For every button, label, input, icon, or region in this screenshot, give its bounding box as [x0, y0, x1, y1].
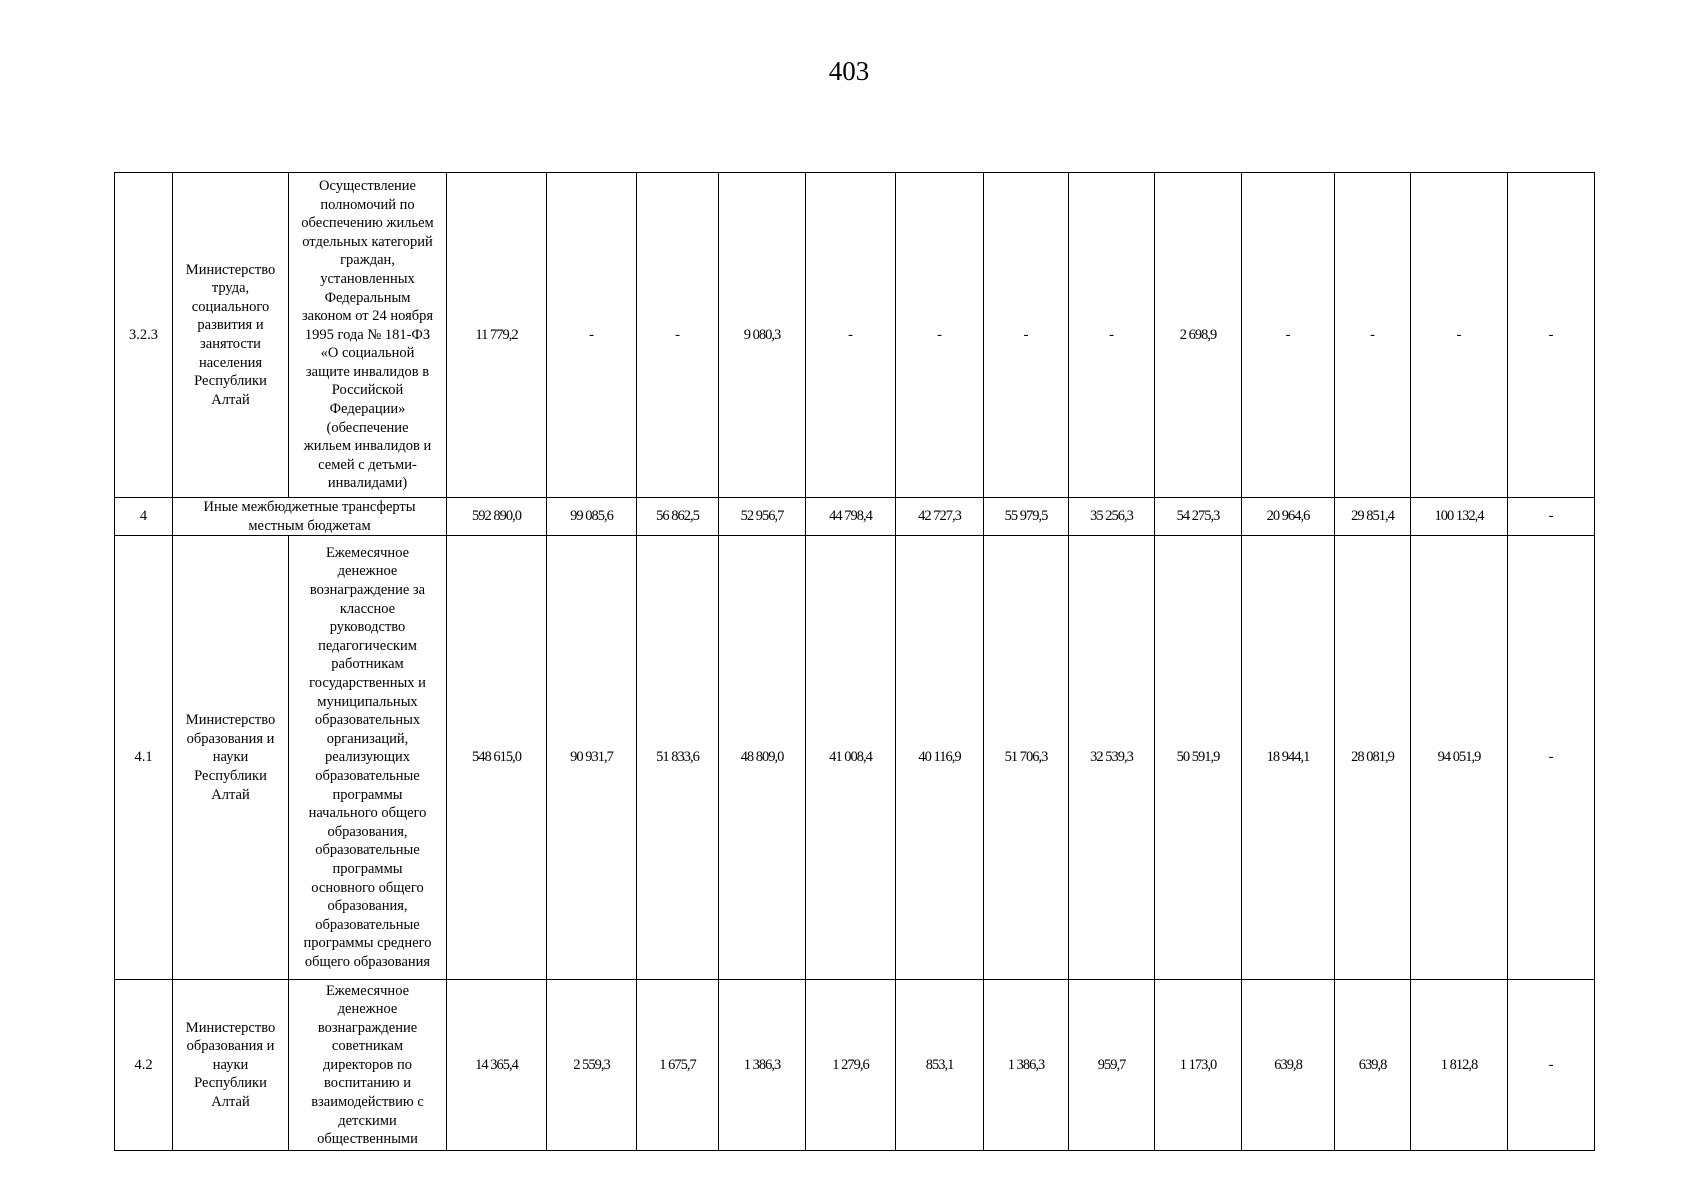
value-cell: 1 279,6 [806, 980, 896, 1151]
value-cell: 56 862,5 [637, 498, 719, 536]
description-line: программы [332, 786, 403, 803]
org-line: населения [198, 354, 263, 371]
description-line: законом от 24 ноября [301, 308, 434, 325]
value-cell: 1 386,3 [984, 980, 1069, 1151]
value-cell: - [1508, 173, 1595, 498]
value-cell: 29 851,4 [1335, 498, 1411, 536]
value-cell: 28 081,9 [1335, 536, 1411, 980]
value-cell: 18 944,1 [1242, 536, 1335, 980]
description-line: «О социальной [320, 345, 415, 362]
value-cell: 853,1 [896, 980, 984, 1151]
value-cell: 1 173,0 [1155, 980, 1242, 1151]
description-line: денежное [337, 1001, 398, 1018]
value-cell: 32 539,3 [1069, 536, 1155, 980]
description-line: педагогическим [318, 637, 417, 654]
row-title-line: Иные межбюджетные трансферты [203, 499, 416, 515]
value-cell: 48 809,0 [719, 536, 806, 980]
value-cell: - [1411, 173, 1508, 498]
description-line: образовательные [315, 767, 420, 784]
value-cell: 1 675,7 [637, 980, 719, 1151]
org-line: развития и [197, 317, 264, 334]
description-line: денежное [337, 563, 398, 580]
value-cell: 41 008,4 [806, 536, 896, 980]
description-line: Федерации» [329, 401, 406, 418]
org-line: социального [191, 298, 270, 315]
value-cell: - [896, 173, 984, 498]
org-line: Министерство [185, 712, 276, 729]
description-line: общественными [317, 1131, 418, 1148]
org-line: науки [212, 1056, 249, 1073]
org-line: образования и [186, 1038, 275, 1055]
description-line: программы [332, 860, 403, 877]
value-cell: 20 964,6 [1242, 498, 1335, 536]
description-line: муниципальных [317, 693, 418, 710]
value-cell: - [547, 173, 637, 498]
table-row [115, 536, 1595, 980]
description-line: полномочий по [320, 196, 415, 213]
value-cell: - [806, 173, 896, 498]
measure-description [289, 536, 447, 980]
org-line: Республики [194, 1075, 267, 1092]
value-cell: 592 890,0 [447, 498, 547, 536]
org-line: Алтай [211, 391, 250, 408]
value-cell: 2 698,9 [1155, 173, 1242, 498]
description-line: Российской [331, 382, 404, 399]
value-cell: 100 132,4 [1411, 498, 1508, 536]
description-line: жильем инвалидов и [303, 438, 432, 455]
org-line: Алтай [211, 786, 250, 803]
value-cell: 2 559,3 [547, 980, 637, 1151]
org-line: занятости [200, 336, 261, 352]
value-cell: 94 051,9 [1411, 536, 1508, 980]
budget-table [114, 172, 1595, 1151]
description-line: реализующих [324, 749, 411, 766]
value-cell: 90 931,7 [547, 536, 637, 980]
value-cell: 51 833,6 [637, 536, 719, 980]
description-line: начального общего [308, 805, 427, 822]
description-line: воспитанию и [324, 1075, 411, 1092]
responsible-org [173, 980, 289, 1151]
description-line: 1995 года № 181-ФЗ [304, 326, 431, 343]
description-line: Ежемесячное [325, 544, 410, 561]
description-line: граждан, [340, 252, 395, 269]
value-cell: 52 956,7 [719, 498, 806, 536]
value-cell: 11 779,2 [447, 173, 547, 498]
org-line: Республики [194, 373, 267, 390]
org-line: Республики [194, 767, 267, 784]
description-line: защите инвалидов в [305, 363, 430, 380]
value-cell: 44 798,4 [806, 498, 896, 536]
description-line: образовательные [315, 916, 420, 933]
description-line: Ежемесячное [325, 982, 410, 999]
row-code: 3.2.3 [115, 173, 173, 498]
description-line: работникам [331, 656, 404, 673]
description-line: общего образования [304, 953, 431, 970]
description-line: Осуществление [319, 177, 416, 194]
description-line: советникам [331, 1038, 404, 1055]
description-line: программы среднего [303, 935, 432, 952]
row-code: 4.2 [115, 980, 173, 1151]
value-cell: 548 615,0 [447, 536, 547, 980]
row-title-line: местным бюджетам [248, 517, 371, 534]
value-cell: 1 812,8 [1411, 980, 1508, 1151]
org-line: Алтай [211, 1094, 250, 1111]
value-cell: 959,7 [1069, 980, 1155, 1151]
description-line: Федеральным [324, 289, 411, 306]
value-cell: 1 386,3 [719, 980, 806, 1151]
value-cell: - [1508, 980, 1595, 1151]
description-line: вознаграждение [317, 1019, 418, 1036]
value-cell: 9 080,3 [719, 173, 806, 498]
description-line: обеспечению жильем [301, 215, 434, 232]
row-code: 4 [115, 498, 173, 536]
description-line: образовательных [314, 712, 421, 729]
value-cell: - [1069, 173, 1155, 498]
value-cell: 40 116,9 [896, 536, 984, 980]
value-cell: - [637, 173, 719, 498]
page-number: 403 [828, 56, 870, 86]
value-cell: 51 706,3 [984, 536, 1069, 980]
org-line: Министерство [185, 261, 276, 278]
value-cell: - [1242, 173, 1335, 498]
value-cell: - [984, 173, 1069, 498]
description-line: образовательные [315, 842, 420, 859]
org-line: труда, [211, 280, 250, 297]
responsible-org [173, 173, 289, 498]
description-line: руководство [329, 619, 406, 636]
measure-description [289, 173, 447, 498]
description-line: взаимодействию с [311, 1094, 424, 1111]
value-cell: - [1335, 173, 1411, 498]
value-cell: 639,8 [1242, 980, 1335, 1151]
responsible-org [173, 536, 289, 980]
description-line: инвалидами) [327, 475, 408, 492]
value-cell: 50 591,9 [1155, 536, 1242, 980]
description-line: классное [339, 600, 396, 617]
value-cell: 639,8 [1335, 980, 1411, 1151]
table-row [115, 498, 1595, 536]
description-line: государственных и [309, 675, 426, 692]
description-line: директоров по [322, 1056, 413, 1073]
value-cell: - [1508, 498, 1595, 536]
description-line: детскими [338, 1112, 397, 1129]
description-line: организаций, [326, 730, 409, 747]
description-line: установленных [320, 270, 415, 287]
value-cell: 99 085,6 [547, 498, 637, 536]
description-line: семей с детьми- [318, 456, 417, 473]
description-line: отдельных категорий [302, 233, 433, 250]
description-line: основного общего [311, 879, 424, 896]
value-cell: 35 256,3 [1069, 498, 1155, 536]
value-cell: 14 365,4 [447, 980, 547, 1151]
org-line: образования и [186, 730, 275, 747]
value-cell: - [1508, 536, 1595, 980]
table-row [115, 980, 1595, 1151]
table-row [115, 173, 1595, 498]
row-code: 4.1 [115, 536, 173, 980]
description-line: образования, [327, 823, 408, 840]
description-line: образования, [327, 898, 408, 915]
row-title [173, 498, 447, 536]
description-line: вознаграждение за [309, 582, 426, 599]
org-line: Министерство [185, 1019, 276, 1036]
value-cell: 55 979,5 [984, 498, 1069, 536]
description-line: (обеспечение [326, 419, 409, 436]
value-cell: 42 727,3 [896, 498, 984, 536]
value-cell: 54 275,3 [1155, 498, 1242, 536]
measure-description [289, 980, 447, 1151]
org-line: науки [212, 749, 249, 766]
